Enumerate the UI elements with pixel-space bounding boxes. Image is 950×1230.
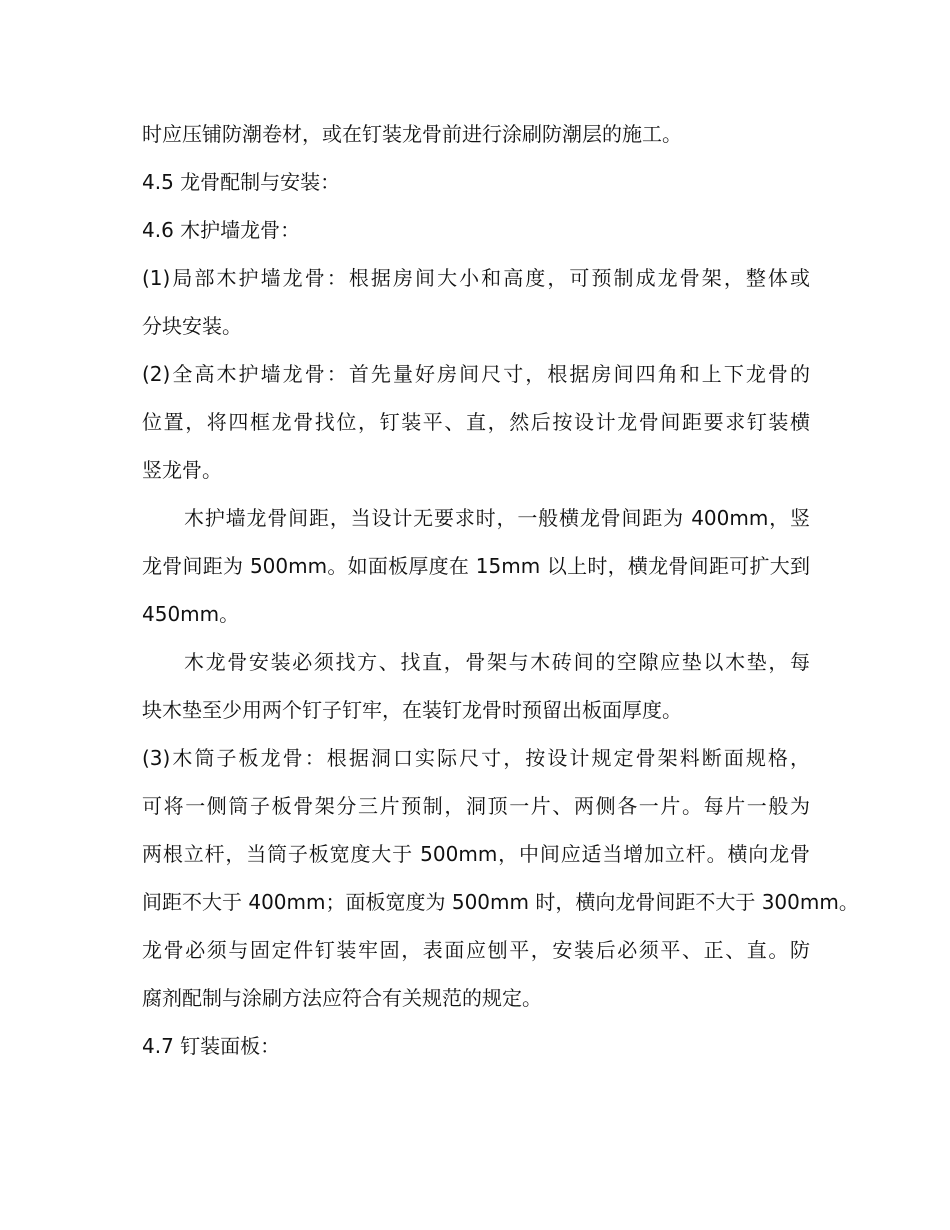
text-line: 两根立杆，当筒子板宽度大于 500mm，中间应适当增加立杆。横向龙骨 <box>142 842 810 866</box>
text-line: 腐剂配制与涂刷方法应符合有关规范的规定。 <box>142 986 542 1010</box>
section-heading: 4.5 龙骨配制与安装： <box>142 170 341 194</box>
section-heading: 4.7 钉装面板： <box>142 1034 281 1058</box>
text-line: 时应压铺防潮卷材，或在钉装龙骨前进行涂刷防潮层的施工。 <box>142 122 682 146</box>
text-line: (3)木筒子板龙骨：根据洞口实际尺寸，按设计规定骨架料断面规格， <box>142 746 810 770</box>
text-line: (1)局部木护墙龙骨：根据房间大小和高度，可预制成龙骨架，整体或 <box>142 266 810 290</box>
text-line: 分块安装。 <box>142 314 242 338</box>
text-line: 可将一侧筒子板骨架分三片预制，洞顶一片、两侧各一片。每片一般为 <box>142 794 810 818</box>
text-line: 间距不大于 400mm；面板宽度为 500mm 时，横向龙骨间距不大于 300mm。 <box>142 890 859 914</box>
text-line: (2)全高木护墙龙骨：首先量好房间尺寸，根据房间四角和上下龙骨的 <box>142 362 810 386</box>
text-line: 木护墙龙骨间距，当设计无要求时，一般横龙骨间距为 400mm，竖 <box>184 506 810 530</box>
section-heading: 4.6 木护墙龙骨： <box>142 218 301 242</box>
document-body <box>142 110 859 1070</box>
text-line: 位置，将四框龙骨找位，钉装平、直，然后按设计龙骨间距要求钉装横 <box>142 410 810 434</box>
text-line: 龙骨必须与固定件钉装牢固，表面应刨平，安装后必须平、正、直。防 <box>142 938 810 962</box>
text-line: 木龙骨安装必须找方、找直，骨架与木砖间的空隙应垫以木垫，每 <box>184 650 810 674</box>
text-line: 龙骨间距为 500mm。如面板厚度在 15mm 以上时，横龙骨间距可扩大到 <box>142 554 810 578</box>
text-line: 块木垫至少用两个钉子钉牢，在装钉龙骨时预留出板面厚度。 <box>142 698 682 722</box>
text-line: 450mm。 <box>142 602 240 626</box>
text-line: 竖龙骨。 <box>142 458 222 482</box>
